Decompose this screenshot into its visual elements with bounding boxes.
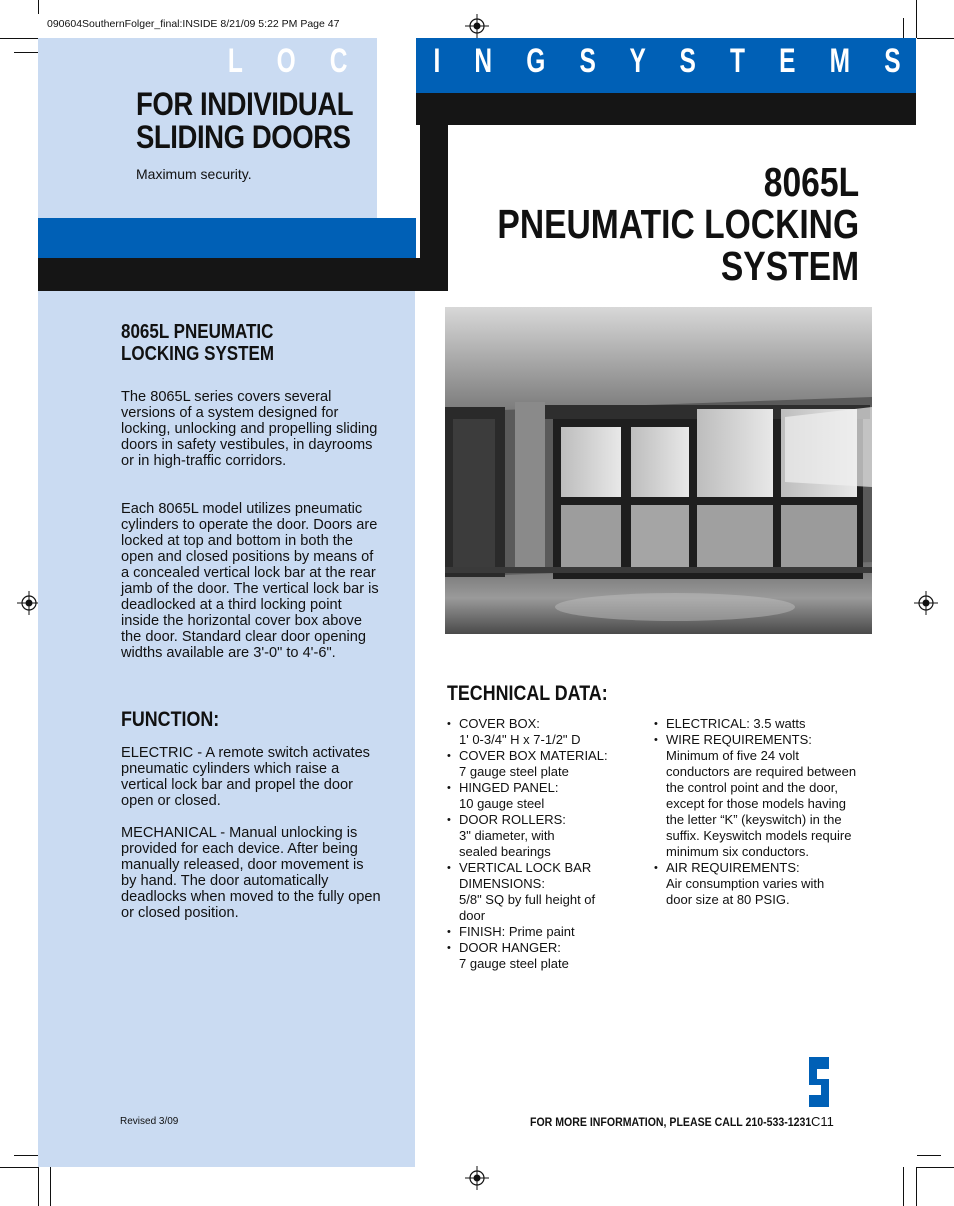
registration-mark-icon (465, 1166, 489, 1190)
crop-mark (903, 18, 904, 38)
revision-note: Revised 3/09 (120, 1116, 179, 1127)
crop-mark (38, 0, 39, 14)
system-heading (121, 321, 274, 365)
function-heading: FUNCTION: (121, 708, 220, 731)
crop-mark (14, 52, 38, 53)
list-item (447, 780, 637, 812)
spec-value: 7 gauge steel plate (459, 956, 569, 971)
list-item (447, 812, 637, 860)
list-item (447, 716, 637, 748)
registration-mark-icon (914, 591, 938, 615)
spec-label: WIRE REQUIREMENTS: (666, 732, 812, 747)
spec-value: 5/8" SQ by full height of door (459, 892, 596, 923)
spec-value: Air consumption varies with door size at 80 PSIG. (666, 876, 825, 907)
product-title-line: SYSTEM (720, 243, 859, 289)
function-mechanical: MECHANICAL - Manual unlocking is provided for each device. After being manually released, door movement is by hand. The door automatically deadlocks when moved to the fully open or closed position. (121, 825, 381, 921)
spec-label: DOOR ROLLERS: (459, 812, 566, 827)
spec-value: 7 gauge steel plate (459, 764, 569, 779)
crop-mark (917, 1155, 941, 1156)
crop-mark (916, 0, 917, 38)
spec-label: COVER BOX MATERIAL: (459, 748, 608, 763)
list-item (654, 732, 869, 860)
crop-mark (903, 1167, 904, 1206)
crop-mark (14, 1155, 38, 1156)
list-item (447, 940, 637, 972)
function-electric: ELECTRIC - A remote switch activates pneumatic cylinders which raise a vertical lock bar and propel the door open or closed. (121, 745, 370, 809)
technical-data-heading: TECHNICAL DATA: (447, 682, 608, 705)
spec-label: AIR REQUIREMENTS: (666, 860, 800, 875)
tagline: Maximum security. (136, 166, 252, 182)
list-item (447, 748, 637, 780)
spec-label: • VERTICAL LOCK BAR DIMENSIONS: (459, 860, 592, 891)
subtitle-line: SLIDING DOORS (136, 119, 351, 155)
spec-value: Minimum of five 24 volt conductors are required between the control point and the door, except for those models having the letter “K” (keyswitch) in the suffix. Keyswitch models require minimum six conductors. (666, 748, 857, 859)
spec-value: 1' 0-3/4" H x 7-1/2" D (459, 732, 581, 747)
registration-mark-icon (465, 14, 489, 38)
contact-line: FOR MORE INFORMATION, PLEASE CALL 210-533-1231 (530, 1115, 812, 1129)
technical-data-list-left (447, 716, 637, 972)
header-black-band (38, 258, 448, 291)
list-item (654, 860, 869, 908)
spec-label: DOOR HANGER: (459, 940, 561, 955)
crop-mark (38, 1167, 39, 1206)
system-heading-line: LOCKING SYSTEM (121, 343, 275, 365)
product-title (497, 161, 859, 287)
subtitle-line: FOR INDIVIDUAL (136, 86, 354, 122)
crop-mark (917, 1167, 954, 1168)
corridor-doors-photo (445, 307, 872, 634)
header-blue-strip (38, 218, 416, 258)
spec-label: HINGED PANEL: (459, 780, 559, 795)
system-heading-line: 8065L PNEUMATIC (121, 321, 274, 343)
technical-data-list-right (654, 716, 869, 908)
crop-mark (0, 38, 38, 39)
crop-mark (50, 1167, 51, 1206)
spec-label: ELECTRICAL: 3.5 watts (666, 716, 806, 731)
corridor-doors-photo-graphic (445, 307, 872, 634)
crop-mark (916, 1167, 917, 1206)
product-title-line: 8065L (763, 159, 859, 205)
page-number: C11 (811, 1114, 834, 1129)
spec-label: COVER BOX: (459, 716, 540, 731)
spec-value: 10 gauge steel (459, 796, 545, 811)
crop-mark (0, 1167, 38, 1168)
company-logo-icon (809, 1057, 829, 1107)
list-item (447, 860, 637, 924)
header-black-band (416, 93, 916, 125)
description-paragraph: The 8065L series covers several versions of a system designed for locking, unlocking and propelling sliding doors in safety vestibules, in dayrooms or in high-traffic corridors. (121, 389, 378, 469)
printer-slug: 090604SouthernFolger_final:INSIDE 8/21/09 5:22 PM Page 47 (47, 18, 340, 30)
crop-mark (917, 38, 954, 39)
product-title-line: PNEUMATIC LOCKING (497, 201, 859, 247)
section-title: L O C K I N G S Y S T E M S (227, 42, 914, 80)
list-item (654, 716, 869, 732)
description-paragraph: Each 8065L model utilizes pneumatic cylinders to operate the door. Doors are locked at top and bottom in both the open and closed positions by means of a concealed vertical lock bar at the rear jamb of the door. The vertical lock bar is deadlocked at a third locking point inside the horizontal cover box above the door. Standard clear door opening widths available are 3'-0" to 4'-6". (121, 501, 379, 661)
spec-value: 3" diameter, with sealed bearings (459, 828, 555, 859)
list-item (447, 924, 637, 940)
spec-label: FINISH: Prime paint (459, 924, 575, 939)
subtitle (136, 88, 353, 154)
